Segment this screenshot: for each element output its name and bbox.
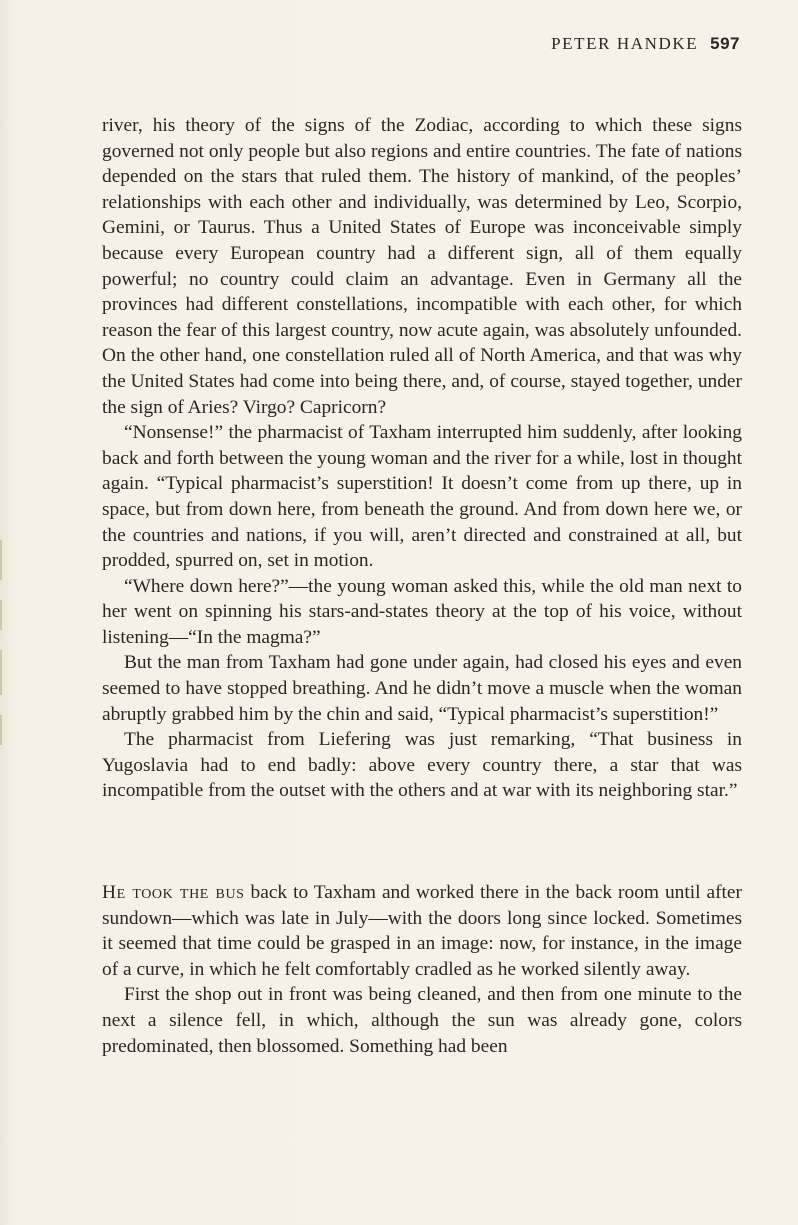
page-edge-mark [0,715,2,745]
page-edge-mark [0,650,2,695]
page-edge-mark [0,600,2,630]
body-text [102,113,742,1059]
paragraph: “Where down here?”—the young woman asked this, while the old man next to her went on spinning his stars-and-states theory at the top of his voice, without listening—“In the magma?” [102,575,742,648]
paragraph: “Nonsense!” the pharmacist of Taxham interrupted him suddenly, after looking back and forth between the young woman and the river for a while, lost in thought again. “Typical pharmacist’s superstition! It doesn’t come from up there, up in space, but from down here, from beneath the ground. And from down here we, or the countries and nations, if you will, aren’t directed and constrained at all, but prodded, spurred on, set in motion. [102,422,742,572]
running-head-author: PETER HANDKE [551,34,699,53]
paragraph: The pharmacist from Liefering was just remarking, “That business in Yugoslavia had to end badly: above every country there, a star that was incompatible from the outset with the others and at war with its neighboring star.” [102,729,742,802]
running-head [551,34,740,54]
paragraph: But the man from Taxham had gone under again, had closed his eyes and even seemed to have stopped breathing. And he didn’t move a muscle when the woman abruptly grabbed him by the chin and said, “Typical pharmacist’s superstition!” [102,652,742,725]
page-edge-mark [0,540,2,580]
page-number: 597 [710,34,740,53]
paragraph-text: back to Taxham and worked there in the back room until after sundown—which was late in July—with the doors long since locked. Sometimes it seemed that time could be grasped in an image: now, for instance, in the image of a curve, in which he felt comfortably cradled as he worked silently away. [102,882,742,980]
small-caps-lead-in: He took the bus [102,882,245,904]
section-break [102,804,742,880]
section-opening-paragraph [102,880,742,982]
paragraph: river, his theory of the signs of the Zodiac, according to which these signs governed not only people but also regions and entire countries. The fate of nations depended on the stars that ruled them. The history of mankind, of the peoples’ relationships with each other and individually, was determined by Leo, Scorpio, Gemini, or Taurus. Thus a United States of Europe was inconceivable simply because every European country had a different sign, all of them equally powerful; no country could claim an advantage. Even in Germany all the provinces had different constellations, incompatible with each other, for which reason the fear of this largest country, now acute again, was absolutely unfounded. On the other hand, one constellation ruled all of North America, and that was why the United States had come into being there, and, of course, stayed together, under the sign of Aries? Virgo? Capricorn? [102,115,742,418]
paragraph: First the shop out in front was being cleaned, and then from one minute to the next a silence fell, in which, although the sun was already gone, colors predominated, then blossomed. Something had been [102,984,742,1057]
